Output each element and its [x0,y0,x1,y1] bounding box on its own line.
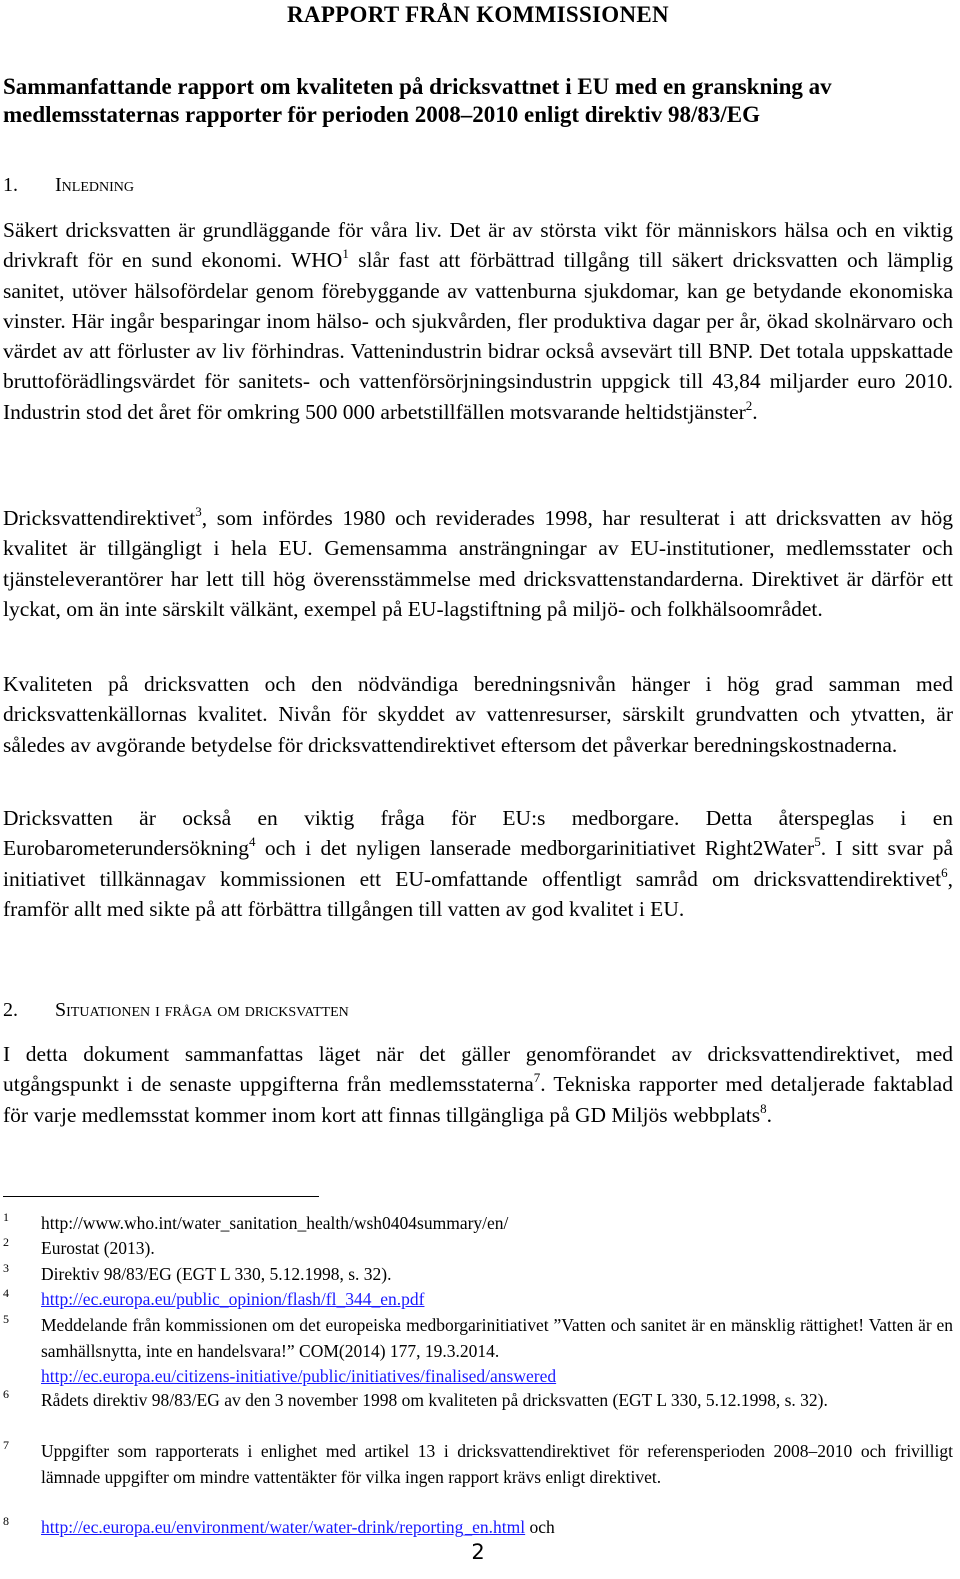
footnote-link[interactable]: http://ec.europa.eu/citizens-initiative/public/initiatives/finalised/answered [41,1366,557,1386]
footnote-link[interactable]: http://ec.europa.eu/public_opinion/flash/fl_344_en.pdf [41,1289,425,1309]
section-number: 2. [3,999,18,1021]
footnote-text: och [525,1517,555,1537]
section-title: Situationen i fråga om dricksvatten [55,999,349,1021]
footnote-text: http://www.who.int/water_sanitation_health/wsh0404summary/en/ [41,1213,509,1233]
footnote-text: Uppgifter som rapporterats i enlighet med artikel 13 i dricksvattendirektivet för referensperioden 2008–2010 och frivilligt lämnade uppgifter om mindre vattentäkter för vilka ingen rapport krävs enligt direktivet. [41,1441,953,1487]
footnote-mark: 2 [3,1235,9,1249]
footnote-ref-3[interactable]: 3 [195,504,202,519]
footnote-mark: 4 [3,1286,9,1300]
footnote-divider [3,1196,319,1197]
footnote-ref-4[interactable]: 4 [248,834,256,850]
page-number: 2 [471,1540,485,1564]
paragraph-quality: Kvaliteten på dricksvatten och den nödvändiga beredningsnivån hänger i hög grad samman med dricksvattenkällornas kvalitet. Nivån för skyddet av vattenresurser, särskilt grundvatten och ytvatten, är således av avgörande betydelse för dricksvattendirektivet eftersom det påverkar beredningskostnaderna. [3,672,953,757]
footnote-mark: 1 [3,1210,9,1224]
footnote-mark: 6 [3,1387,9,1401]
paragraph-situation: I detta dokument sammanfattas läget när det gäller genomförandet av dricksvattendirektivet, med utgångspunkt i de senaste uppgifterna från medlemsstaterna$^7$. Tekniska rapporter med detaljerade faktablad för varje medlemsstat kommer inom kort att finnas tillgängliga på GD Miljös webbplats$^8$. [3,1042,953,1127]
section-number: 1. [3,174,18,196]
document-title: RAPPORT FRÅN KOMMISSIONEN [287,2,669,27]
footnote-ref-5[interactable]: 5 [814,834,821,850]
footnote-mark: 3 [3,1261,9,1275]
footnote-ref-1[interactable]: 1 [342,246,349,262]
footnote-text: Direktiv 98/83/EG (EGT L 330, 5.12.1998, s. 32). [41,1264,392,1284]
section-heading-1 [3,174,134,197]
section-heading-2 [3,999,349,1022]
footnote-ref-6[interactable]: 6 [941,864,948,880]
document-subtitle: Sammanfattande rapport om kvaliteten på dricksvattnet i EU med en granskning av medlemsstaternas rapporter för perioden 2008–2010 enligt direktiv 98/83/EG [3,74,832,127]
footnote-text: Rådets direktiv 98/83/EG av den 3 november 1998 om kvaliteten på dricksvatten (EGT L 330, 5.12.1998, s. 32). [41,1390,828,1410]
footnote-mark: 7 [3,1438,9,1452]
section-title: Inledning [55,174,134,196]
footnote-mark: 5 [3,1312,9,1326]
paragraph-intro: Säkert dricksvatten är grundläggande för våra liv. Det är av största vikt för människors hälsa och en viktig drivkraft för en sund ekonomi. WHO$^1$ slår fast att förbättrad tillgång till säkert dricksvatten och lämplig sanitet, utöver hälsofördelar genom förebyggande av vattenburna sjukdomar, kan ge betydande ekonomiska vinster. Här ingår besparingar inom hälso- och sjukvården, fler produktiva dagar per år, ökad skolnärvaro och värdet av att förluster av liv förhindras. Vattenindustrin bidrar också avsevärt till BNP. Det totala uppskattade bruttoförädlingsvärdet för sanitets- och vattenförsörjningsindustrin uppgick till 43,84 miljarder euro 2010. Industrin stod det året för omkring 500 000 arbetstillfällen motsvarande heltidstjänster$^2$. [3,218,953,424]
footnote-text: Meddelande från kommissionen om det europeiska medborgarinitiativet ”Vatten och sanitet är en mänsklig rättighet! Vatten är en samhällsnytta, inte en handelsvara!” COM(2014) 177, 19.3.2014. [41,1315,953,1361]
footnote-ref-8[interactable]: 8 [760,1100,767,1116]
footnote-ref-7[interactable]: 7 [533,1070,541,1086]
footnote-ref-2[interactable]: 2 [745,397,753,413]
footnote-text: Eurostat (2013). [41,1238,155,1258]
footnote-link[interactable]: http://ec.europa.eu/environment/water/water-drink/reporting_en.html [41,1517,526,1537]
paragraph-directive: Dricksvattendirektivet$^3$, som infördes 1980 och reviderades 1998, har resulterat i att dricksvatten av hög kvalitet är tillgängligt i hela EU. Gemensamma ansträngningar av EU-institutioner, medlemsstater och tjänsteleverantörer har lett till hög överensstämmelse med dricksvattenstandarderna. Direktivet är därför ett lyckat, om än inte särskilt välkänt, exempel på EU-lagstiftning på miljö- och folkhälsoområdet. [3,504,953,621]
paragraph-citizens: Dricksvatten är också en viktig fråga för EU:s medborgare. Detta återspeglas i en Eurobarometerundersökning$^4$ och i det nyligen lanserade medborgarinitiativet Right2Water$^5$. I sitt svar på initiativet tillkännagav kommissionen ett EU-omfattande offentligt samråd om dricksvattendirektivet$^6$, framför allt med sikte på att förbättra tillgången till vatten av god kvalitet i EU. [3,806,953,921]
footnote-mark: 8 [3,1514,9,1528]
